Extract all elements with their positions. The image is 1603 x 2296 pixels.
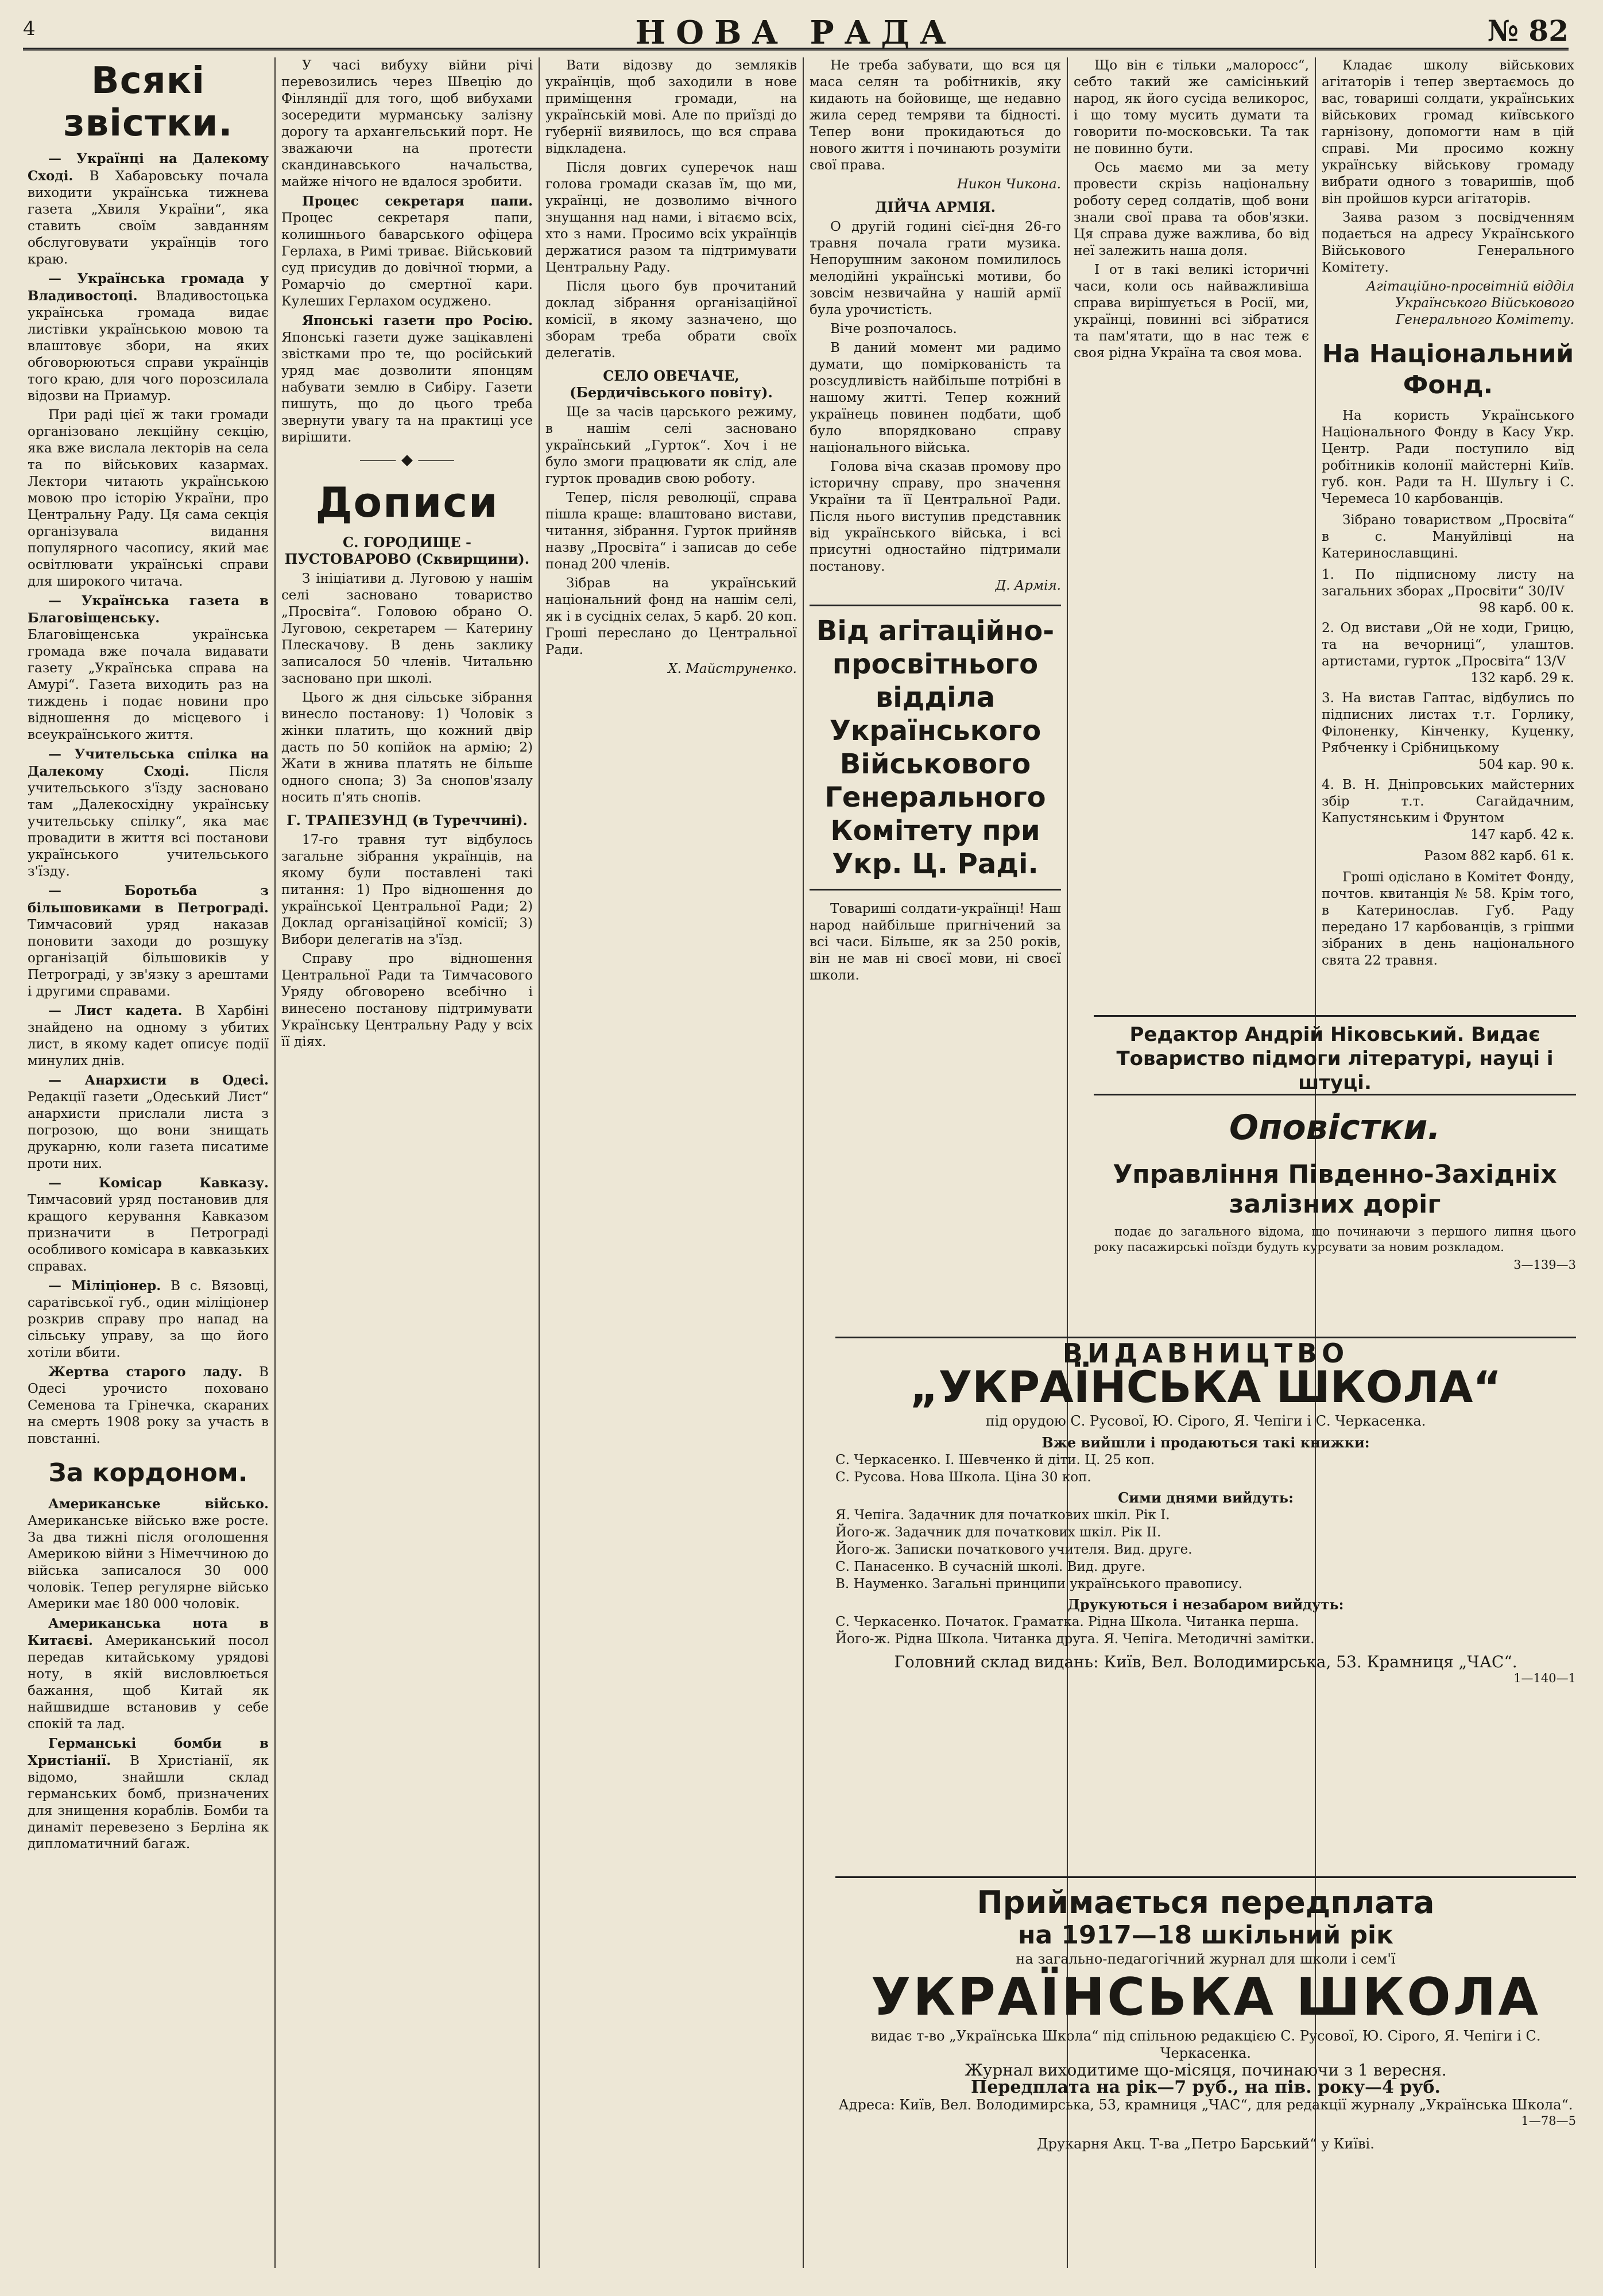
signature: Агітаційно-просвітній відділ Українського Військового Генерального Комітету.	[1366, 279, 1574, 327]
paragraph-text: Зібрав на український національний фонд на нашім селі, як і в сусідніх селах, 5 карб. 20 коп. Гроші переслано до Центральної Ради.	[545, 576, 797, 657]
publisher-label: ВИДАВНИЦТВО	[1062, 1338, 1349, 1369]
paragraph-text: Владивостоцька українська громада видає листівки українською мовою та влаштовує збори, на яких обговорюються справи українців того краю, для чого порозсилала відозви на Приамур.	[28, 289, 269, 404]
article-paragraph	[28, 1175, 269, 1275]
paragraph-text: Ось маємо ми за мету провести скрізь національну роботу серед солдатів, щоб вони знали свої права та обов'язки. Ця справа дуже важлива, бо від неї залежить наша доля.	[1074, 160, 1309, 258]
paragraph-text: Що він є тільки „малоросс“, себто такий же самісінький народ, як його сусіда великорос, і що тому мусить думати та говорити по-московськи. Та так не повинно бути.	[1074, 58, 1309, 156]
column-2	[281, 57, 533, 2268]
journal-name: УКРАЇНСЬКА ШКОЛА	[870, 1967, 1541, 2027]
dateline: СЕЛО ОВЕЧАЧЕ, (Бердичівського повіту).	[570, 367, 773, 401]
paragraph-lead: Японські газети про Росію.	[302, 313, 533, 328]
column-rule	[274, 57, 276, 2268]
subscription-title: Приймається передплата	[977, 1884, 1435, 1921]
article-paragraph	[281, 57, 533, 191]
publisher-name: „УКРАЇНСЬКА ШКОЛА“	[909, 1361, 1502, 1412]
paragraph-lead: — Лист кадета.	[48, 1003, 183, 1019]
paragraph-lead: Германські бомби в Христіанії.	[28, 1736, 269, 1768]
editor-line: Редактор Андрій Ніковський. Видає Товариство підмоги літературі, науці і штуці.	[1116, 1023, 1554, 1094]
publisher-editors: під орудою С. Русової, Ю. Сірого, Я. Чепіги і С. Черкасенка.	[985, 1413, 1426, 1429]
paragraph-lead: — Комісар Кавказу.	[48, 1175, 269, 1191]
paragraph-text: При раді цієї ж таки громади організовано лекційну секцію, яка вже вислала лекторів на села та по військових казармах. Лектори читають українською мовою про історію України, про Центральну Раду. Ця сама секція організувала видання популярного часопису, який має освітлювати українські справи для широкого читача.	[28, 408, 269, 589]
article-paragraph	[1322, 57, 1574, 207]
paragraph-lead: — Українська газета в Благовіщенську.	[28, 593, 269, 626]
book-item: С. Черкасенко. І. Шевченко й діти. Ц. 25 коп.	[835, 1453, 1155, 1468]
article-paragraph	[545, 404, 797, 487]
paragraph-text: Справу про відношення Центральної Ради та Тимчасового Уряду обговорено всебічно і винесено постанову підтримувати Українську Центральну Раду у всіх її діях.	[281, 951, 533, 1050]
article-paragraph	[28, 1615, 269, 1733]
article-paragraph	[28, 270, 269, 405]
column-3	[545, 57, 797, 2268]
fund-item-label: 2. Од вистави „Ой не ходи, Грицю, та на вечорниці“, улаштов. артистами, гурток „Просвіта“ 13/V	[1322, 621, 1574, 669]
column-rule	[539, 57, 540, 2268]
paragraph-lead: — Міліціонер.	[48, 1278, 161, 1294]
paragraph-text: Тепер, після революції, справа пішла краще: влаштовано вистави, читання, зібрання. Гурток прийняв назву „Просвіта“ і записав до себе понад 200 членів.	[545, 490, 797, 572]
book-item: Його-ж. Задачник для початкових шкіл. Рік II.	[835, 1525, 1161, 1540]
paragraph-lead: Процес секретаря папи.	[302, 193, 533, 209]
notices-heading: Оповістки.	[1229, 1108, 1441, 1148]
fund-item-label: 3. На вистав Гаптас, відбулись по підписних листах т.т. Горлику, Філоненку, Кінченку, Куценку, Рябченку і Срібницькому	[1322, 691, 1574, 756]
paragraph-text: Заява разом з посвідченням подається на адресу Українського Військового Генерального Комітету.	[1322, 210, 1574, 275]
book-item: С. Черкасенко. Початок. Граматка. Рідна Школа. Читанка перша.	[835, 1614, 1299, 1629]
signature: Никон Чикона.	[957, 177, 1061, 192]
editor-box	[1094, 1015, 1576, 1095]
ornament: ⸻ ◆ ⸻	[359, 451, 455, 469]
article-paragraph	[545, 278, 797, 362]
journal-ad	[835, 1876, 1576, 2152]
article-paragraph	[810, 57, 1061, 174]
paragraph-text: Цього ж дня сільське зібрання винесло постанову: 1) Чоловік з жінки платить, що кожний двір дасть по 50 копійок на армію; 2) Жати в жнива платять не більше одного снопа; 3) За снопов'язалу носить п'ять снопів.	[281, 690, 533, 805]
paragraph-lead: — Боротьба з більшовиками в Петрограді.	[28, 883, 269, 916]
publisher-ad	[835, 1337, 1576, 1686]
journal-ref: 1—78—5	[1521, 2114, 1576, 2128]
issue-number: № 82	[1487, 14, 1569, 48]
paragraph-text: 17-го травня тут відбулось загальне зібрання українців, на якому були поставлені такі питання: 1) Про відношення до української Центральної Ради; 2) Доклад організаційної комісії; 3) Вибори делегатів на з'їзд.	[281, 833, 533, 947]
signature: Д. Армія.	[995, 578, 1061, 593]
paragraph-text: Американський посол передав китайському урядові ноту, в якій висловлюється бажання, щоб Китай як найшвидше встановив у себе спокій та лад.	[28, 1633, 269, 1732]
dateline: С. ГОРОДИЩЕ - ПУСТОВАРОВО (Сквирщини).	[284, 534, 530, 567]
paragraph-text: В Христіанії, як відомо, знайшли склад германських бомб, призначених для знищення кораблів. Бомби та динаміт перевезено з Берліна як дипломатичний багаж.	[28, 1753, 269, 1852]
article-paragraph	[28, 1364, 269, 1447]
fund-item	[1322, 620, 1574, 687]
signature: Х. Майструненко.	[668, 661, 797, 676]
paragraph-lead: Американське військо.	[48, 1496, 269, 1512]
paragraph-text: В Хабаровську почала виходити українська тижнева газета „Хвиля України“, яка ставить своїм завданням обслуговувати українців того краю.	[28, 169, 269, 267]
paragraph-text: Редакції газети „Одеський Лист“ анархисти прислали листа з погрозою, що вони знищать друкарню, коли газета писатиме проти них.	[28, 1090, 269, 1171]
paragraph-text: Тимчасовий уряд наказав поновити заходи до розшуку організацій більшовиків у Петрограді, у зв'язку з арештами і другими справами.	[28, 917, 269, 999]
paragraph-text: О другій годині сієї-дня 26-го травня почала грати музика. Непорушним законом помилилось мелодійні українські мотиви, бо зовсім незвичайна у нашій армії була урочистість.	[810, 219, 1061, 318]
fund-item	[1322, 690, 1574, 773]
section-heading-fund: На Національний Фонд.	[1322, 339, 1574, 400]
book-item: С. Панасенко. В сучасній школі. Вид. друге.	[835, 1559, 1146, 1574]
column-rule	[803, 57, 804, 2268]
masthead	[23, 10, 1569, 51]
article-paragraph	[810, 219, 1061, 319]
dateline: ДІЙЧА АРМІЯ.	[875, 199, 996, 215]
paragraph-text: Ще за часів царського режиму, в нашім селі засновано український „Гурток“. Хоч і не було змоги працювати як слід, але гурток провадив свою роботу.	[545, 405, 797, 486]
notice-ref: 3—139—3	[1513, 1258, 1576, 1272]
fund-item-amount: 132 карб. 29 к.	[1470, 671, 1574, 686]
fund-item-amount: 504 кар. 90 к.	[1478, 757, 1574, 772]
journal-price: Передплата на рік—7 руб., на пів. року—4 руб.	[971, 2077, 1441, 2097]
article-paragraph	[1074, 57, 1309, 157]
journal-address: Адреса: Київ, Вел. Володимирська, 53, крамниця „ЧАС“, для редакції журналу „Українська Школа“.	[838, 2097, 1573, 2113]
column-5	[1074, 57, 1309, 1005]
paragraph-text: Віче розпочалось.	[830, 322, 957, 336]
article-paragraph	[810, 901, 1061, 984]
fund-outro: Гроші одіслано в Комітет Фонду, почтов. квитанція № 58. Крім того, в Катеринослав. Губ. Раду передано 17 карбованців, з грішми зібраних в день національного свята 22 травня.	[1322, 870, 1574, 968]
advertisement-area	[835, 1015, 1576, 2267]
paragraph-text: Американське військо вже росте. За два тижні після оголошення Америкою війни з Німеччиною до війська записалося 30 000 чоловік. Тепер регулярне військо Америки має 180 000 чоловік.	[28, 1513, 269, 1612]
paragraph-text: Не треба забувати, що вся ця маса селян та робітників, яку кидають на бойовище, ще недавно жила серед темряви та бідності. Тепер вони прокидаються до нового життя і починають розуміти свої права.	[810, 58, 1061, 173]
paragraph-lead: — Анархисти в Одесі.	[48, 1073, 269, 1088]
fund-total: Разом 882 карб. 61 к.	[1424, 849, 1574, 864]
article-paragraph	[810, 340, 1061, 456]
subscription-year: на 1917—18 шкільний рік	[1018, 1921, 1393, 1950]
article-paragraph	[545, 575, 797, 659]
fund-intro: На користь Українського Національного Фонду в Касу Укр. Центр. Ради поступило від робітників колонії майстерні Київ. губ. кон. Ради та Н. Шульгу і С. Черемеса 10 карбованців.	[1322, 408, 1574, 506]
section-heading-abroad: За кордоном.	[48, 1458, 248, 1488]
column-6	[1322, 57, 1574, 1005]
section-heading-news: Всякі звістки.	[63, 60, 233, 145]
article-paragraph	[28, 150, 269, 268]
paragraph-text: У часі вибуху війни річі перевозились через Швецію до Фінляндії для того, щоб вибухами зосередити мурманську залізну дорогу та архангельський порт. Не зважаючи на протести скандинавського начальства, майже нічого не вдалося зробити.	[281, 58, 533, 189]
article-paragraph	[28, 407, 269, 590]
paragraph-text: Кладає школу військових агітаторів і тепер звертаємось до вас, товариші солдати, українських військових громад київського гарнізону, допомогти нам в цій справі. Ми просимо кожну українську військову громаду вибрати одного з товаришів, щоб він пройшов курси агітаторів.	[1322, 58, 1574, 206]
paragraph-text: Японські газети дуже зацікавлені звістками про те, що російський уряд має дозволити японцям набувати землю в Сибіру. Газети пишуть, що до цього треба звернути увагу та на практиці усе вирішити.	[281, 330, 533, 445]
notice-title: Управління Південно-Західніх залізних доріг	[1113, 1160, 1557, 1219]
article-paragraph	[545, 57, 797, 157]
fund-sub: Зібрано товариством „Просвіта“ в с. Мануйлівці на Катеринославщині.	[1322, 513, 1574, 561]
fund-item-label: 4. В. Н. Дніпровських майстерних збір т.т. Сагайдачним, Капустянським і Фрунтом	[1322, 777, 1574, 826]
page-number: 4	[23, 17, 36, 40]
article-paragraph	[28, 1002, 269, 1070]
paragraph-lead: — Українська громада у Владивостоці.	[28, 271, 269, 304]
article-paragraph	[810, 459, 1061, 575]
upcoming-title: Сими днями вийдуть:	[1118, 1489, 1294, 1506]
article-paragraph	[28, 1072, 269, 1172]
paragraph-text: Після цього був прочитаний доклад зібрання організаційної комісії, в якому зазначено, що зборам треба обрати своїх делегатів.	[545, 279, 797, 361]
notices	[1094, 1107, 1576, 1273]
article-paragraph	[281, 951, 533, 1051]
paragraph-text: Після довгих суперечок наш голова громади сказав їм, що ми, українці, не дозволимо вічного знущання над нами, і вітаємо всіх, хто з нами. Просимо всіх українців держатися разом та підтримувати Центральну Раду.	[545, 160, 797, 275]
book-item: Його-ж. Рідна Школа. Читанка друга. Я. Чепіга. Методичні замітки.	[835, 1632, 1315, 1647]
paragraph-text: В Одесі урочисто поховано Семенова та Грінечка, скараних на смерть 1908 року за участь в повстанні.	[28, 1365, 269, 1446]
article-paragraph	[281, 690, 533, 806]
section-heading-agitation: Від агітаційно-просвітнього відділа Українського Військового Генерального Комітету при Укр. Ц. Раді.	[810, 605, 1061, 890]
paragraph-lead: — Учительська спілка на Далекому Сході.	[28, 746, 269, 779]
fund-item	[1322, 567, 1574, 617]
paragraph-lead: — Українці на Далекому Сході.	[28, 151, 269, 184]
paragraph-text: Вати відозву до земляків українців, щоб заходили в нове приміщення громади, на українській мові. Але по приїзді до губернії виявилось, що вся справа відкладена.	[545, 58, 797, 156]
journal-desc: видає т-во „Українська Школа“ під спільною редакцією С. Русової, Ю. Сірого, Я. Чепіги і С. Черкасенка.	[870, 2028, 1541, 2061]
article-paragraph	[281, 832, 533, 948]
printing-list	[835, 1613, 1576, 1648]
article-paragraph	[1074, 160, 1309, 260]
paragraph-text: Товариші солдати-українці! Наш народ найбільше пригнічений за всі часи. Більше, як за 250 років, він не мав ні своєї мови, ні своєї школи.	[810, 901, 1061, 983]
paragraph-text: Благовіщенська українська громада вже почала видавати газету „Українська справа на Амурі“. Газета виходить раз на тиждень і подає новини про відношення до місцевого і всеукраїнського життя.	[28, 628, 269, 742]
fund-list	[1322, 567, 1574, 843]
released-list	[835, 1451, 1576, 1486]
fund-item-label: 1. По підписному листу на загальних зборах „Просвіти“ 30/IV	[1322, 567, 1574, 599]
paragraph-lead: Американська нота в Китаєві.	[28, 1616, 269, 1648]
fund-item-amount: 98 карб. 00 к.	[1478, 601, 1574, 615]
section-heading-letters: Дописи	[315, 478, 499, 526]
paragraph-text: Тимчасовий уряд постановив для кращого керування Кавказом призначити в Петрограді особливого комісара в кавказьких справах.	[28, 1192, 269, 1274]
article-paragraph	[28, 882, 269, 1000]
dateline: Г. ТРАПЕЗУНД (в Туреччині).	[286, 812, 528, 828]
paragraph-lead: Жертва старого ладу.	[48, 1364, 243, 1380]
warehouse: Головний склад видань: Київ, Вел. Володимирська, 53. Крамниця „ЧАС“.	[894, 1652, 1517, 1671]
paragraph-text: В даний момент ми радимо думати, що поміркованість та розсудливість найбільше потрібні в нашому житті. Тепер кожний українець повинен подбати, щоб було впорядковано справу національного війська.	[810, 340, 1061, 455]
article-paragraph	[28, 1735, 269, 1853]
book-item: В. Науменко. Загальні принципи українського правопису.	[835, 1577, 1243, 1592]
paragraph-text: В с. Вязовці, саратівської губ., один міліціонер розкрив справу про напад на сільську управу, за що його хотіли вбити.	[28, 1279, 269, 1360]
book-item: Я. Чепіга. Задачник для початкових шкіл. Рік І.	[835, 1508, 1170, 1523]
paragraph-text: Процес секретаря папи, колишнього баварського офіцера Герлаха, в Римі триває. Військовий суд присудив до довічної тюрми, а Ромарчіо до смертної кари. Кулеших Герлахом осуджено.	[281, 211, 533, 309]
article-paragraph	[281, 193, 533, 310]
paragraph-text: Після учительського з'їзду засновано там „Далекосхідну українську учительську спілку“, яка має провадити в життя всі постанови українського учительського з'їзду.	[28, 764, 269, 879]
article-paragraph	[281, 571, 533, 687]
newspaper-title: НОВА РАДА	[635, 14, 957, 52]
article-paragraph	[1074, 262, 1309, 362]
warehouse-ref: 1—140—1	[1513, 1671, 1576, 1685]
column-1	[28, 57, 269, 2268]
paragraph-text: З ініціативи д. Луговою у нашім селі засновано товариство „Просвіта“. Головою обрано О. Луговою, секретарем — Катерину Плескачову. В день заклику записалося 50 членів. Читальню засновано при школі.	[281, 571, 533, 686]
article-paragraph	[28, 1277, 269, 1361]
journal-start: Журнал виходитиме що-місяця, починаючи з 1 вересня.	[965, 2061, 1447, 2080]
book-item: Його-ж. Записки початкового учителя. Вид. друге.	[835, 1542, 1192, 1557]
article-paragraph	[810, 321, 1061, 338]
printing-title: Друкуються і незабаром вийдуть:	[1067, 1596, 1344, 1613]
article-paragraph	[28, 593, 269, 744]
article-paragraph	[281, 312, 533, 446]
paragraph-text: Голова віча сказав промову про історичну справу, про значення України та її Центральної Ради. Після нього виступив представник від українського війська, і всі присутні одностайно підтримали постанову.	[810, 459, 1061, 574]
paragraph-text: І от в такі великі історичні часи, коли ось найважливіша справа вирішується в Росії, ми, українці, повинні всі зібратися та пам'ятати, що в нас теж є своя рідна Україна та своя мова.	[1074, 262, 1309, 361]
fund-item	[1322, 777, 1574, 843]
book-item: С. Русова. Нова Школа. Ціна 30 коп.	[835, 1470, 1091, 1485]
printer-line: Друкарня Акц. Т-ва „Петро Барський“ у Київі.	[1037, 2136, 1374, 2152]
article-paragraph	[1322, 210, 1574, 276]
upcoming-list	[835, 1507, 1576, 1593]
fund-item-amount: 147 карб. 42 к.	[1470, 827, 1574, 842]
article-paragraph	[28, 1496, 269, 1613]
article-paragraph	[28, 746, 269, 880]
paragraph-text: В Харбіні знайдено на одному з убитих лист, в якому кадет описує події минулих днів.	[28, 1004, 269, 1068]
notice-text: подає до загального відома, що починаючи з першого липня цього року пасажирські поїзди будуть курсувати за новим розкладом.	[1094, 1225, 1576, 1254]
released-title: Вже вийшли і продаються такі книжки:	[1041, 1434, 1370, 1451]
article-paragraph	[545, 490, 797, 573]
article-paragraph	[545, 160, 797, 276]
subscription-desc: на загально-педагогічний журнал для школи і сем'ї	[1016, 1951, 1396, 1967]
